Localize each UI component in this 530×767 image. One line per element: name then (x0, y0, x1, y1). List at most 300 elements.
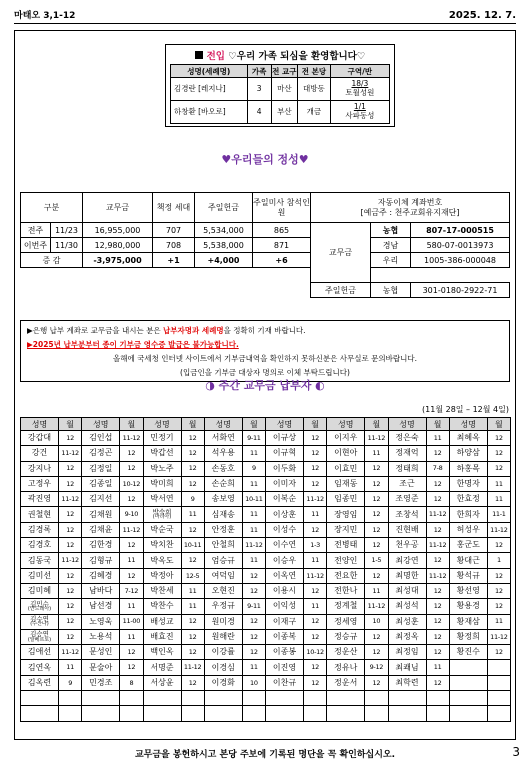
donor-name: 최성훈 (388, 614, 426, 629)
table-row (21, 461, 511, 476)
table-row (21, 583, 511, 598)
donor-name: 박숙희 (마리아) (143, 507, 181, 522)
donor-name: 여덕임 (204, 568, 242, 583)
col-header-name: 성명 (449, 418, 487, 431)
donor-months: 11 (365, 583, 388, 598)
donor-name: 최성대 (388, 583, 426, 598)
donor-name (82, 706, 120, 721)
table-row (21, 706, 511, 721)
table-row: 증 감 -3,975,000 +1 +4,000 +6 우리 1005-386-000048 (21, 253, 510, 268)
donor-name: 정계철 (327, 599, 365, 614)
donor-name (21, 706, 59, 721)
donor-name: 서상윤 (143, 675, 181, 690)
col-header-month: 월 (120, 418, 143, 431)
donor-name: 황진수 (449, 645, 487, 660)
donor-months: 12 (181, 675, 204, 690)
donor-name: 강지나 (21, 461, 59, 476)
donor-months: 12 (426, 476, 449, 491)
gospel-reference: 마태오 3,1-12 (14, 11, 76, 21)
donor-name: 배성교 (143, 614, 181, 629)
donor-name: 이진영 (266, 660, 304, 675)
donor-months (487, 675, 510, 690)
page-header (14, 6, 516, 24)
donor-months: 11-12 (426, 507, 449, 522)
donor-name: 정승규 (327, 629, 365, 644)
donor-months: 12 (59, 431, 82, 446)
donor-name: 박순국 (143, 522, 181, 537)
donor-name: 장영임 (327, 507, 365, 522)
donor-months: 12 (365, 522, 388, 537)
donor-months: 11 (426, 431, 449, 446)
donor-name: 김승연 (알베르토) (21, 629, 59, 644)
donor-name (449, 660, 487, 675)
donor-name: 황석규 (449, 568, 487, 583)
donor-name: 장지민 (327, 522, 365, 537)
donor-months: 12 (120, 461, 143, 476)
donor-name: 박미희 (143, 476, 181, 491)
col-header-month: 월 (426, 418, 449, 431)
donor-name: 조영준 (388, 492, 426, 507)
donor-months: 11 (426, 660, 449, 675)
donor-months: 12 (181, 461, 204, 476)
donor-months: 12 (426, 553, 449, 568)
donor-months: 12 (487, 446, 510, 461)
donor-name: 이지우 (327, 431, 365, 446)
donor-name (204, 706, 242, 721)
donor-months: 11 (59, 660, 82, 675)
donor-months: 12 (181, 431, 204, 446)
donor-months: 7-12 (120, 583, 143, 598)
donor-name: 조창석 (388, 507, 426, 522)
donor-name: 전양인 (327, 553, 365, 568)
donor-months: 12 (59, 538, 82, 553)
table-row (21, 675, 511, 690)
donor-months (304, 706, 327, 721)
donor-name: 김채윤 (82, 522, 120, 537)
donor-name (388, 706, 426, 721)
donor-months (304, 691, 327, 706)
donor-months: 11-12 (59, 446, 82, 461)
donor-name: 김정곤 (82, 446, 120, 461)
donor-months: 11 (181, 599, 204, 614)
donor-name: 김동국 (21, 553, 59, 568)
baptismal-name: (마리아) (152, 514, 172, 521)
donor-months: 1 (487, 553, 510, 568)
donor-name: 석우용 (204, 446, 242, 461)
donor-months: 11 (242, 553, 265, 568)
table-row: 주일헌금 농협 301-0180-2922-71 (21, 283, 510, 298)
col-header-month: 월 (304, 418, 327, 431)
donor-months: 12 (365, 476, 388, 491)
col-header: 성명(세례명) (171, 65, 248, 78)
donor-months (365, 691, 388, 706)
table-row (21, 553, 511, 568)
donor-name: 박찬세 (143, 583, 181, 598)
donor-name: 이경심 (204, 660, 242, 675)
donor-name: 이강률 (204, 645, 242, 660)
table-row (21, 629, 511, 644)
donor-months: 12 (242, 568, 265, 583)
donor-months: 11-1 (487, 507, 510, 522)
donor-name: 박갑선 (143, 446, 181, 461)
donor-months: 11-12 (304, 492, 327, 507)
donor-name: 이성수 (266, 522, 304, 537)
donor-name: 김인섭 (82, 431, 120, 446)
donor-name: 이경화 (204, 675, 242, 690)
donor-months: 12 (426, 583, 449, 598)
donor-months: 11 (487, 614, 510, 629)
donor-months: 12 (59, 599, 82, 614)
donor-months: 12 (487, 599, 510, 614)
donor-months: 11-12 (426, 538, 449, 553)
donor-name: 김형규 (82, 553, 120, 568)
donor-months: 9-12 (365, 660, 388, 675)
donor-months: 12 (487, 568, 510, 583)
donor-months: 12 (487, 431, 510, 446)
donor-name: 김미혜 (21, 583, 59, 598)
donor-name: 손동호 (204, 461, 242, 476)
donor-name: 권철현 (21, 507, 59, 522)
donor-name: 박찬수 (143, 599, 181, 614)
donor-name: 박노주 (143, 461, 181, 476)
donor-months: 12 (365, 461, 388, 476)
donor-months: 7-8 (426, 461, 449, 476)
donor-months: 12 (59, 476, 82, 491)
donor-name: 정유나 (327, 660, 365, 675)
donor-name: 배효진 (143, 629, 181, 644)
col-header-name: 성명 (204, 418, 242, 431)
donor-months: 12 (59, 568, 82, 583)
donor-months: 12 (59, 461, 82, 476)
donor-name: 민경조 (82, 675, 120, 690)
donor-name: 이용시 (266, 583, 304, 598)
donor-name: 정재억 (388, 446, 426, 461)
table-row: 전주 11/23 16,955,000 707 5,534,000 865 교무금 농협 807-17-000515 (21, 223, 510, 238)
donor-months: 11 (120, 629, 143, 644)
donor-name (327, 691, 365, 706)
donor-months: 12-5 (181, 568, 204, 583)
donor-name: 이찬규 (266, 675, 304, 690)
donor-months: 12 (304, 629, 327, 644)
donor-name: 천우공 (388, 538, 426, 553)
donor-name: 황정희 (449, 629, 487, 644)
donor-name: 김미선 (21, 568, 59, 583)
donor-name: 정세영 (327, 614, 365, 629)
donor-name: 박옥도 (143, 553, 181, 568)
donor-name: 박서연 (143, 492, 181, 507)
donor-name: 문술아 (82, 660, 120, 675)
donor-name: 백인옥 (143, 645, 181, 660)
donor-months: 11 (487, 476, 510, 491)
donor-name: 김한경 (82, 538, 120, 553)
donor-name: 이상훈 (266, 507, 304, 522)
donor-name: 이규상 (266, 431, 304, 446)
table-row (21, 691, 511, 706)
col-header: 전 교구 (272, 66, 297, 76)
donor-name: 전한나 (327, 583, 365, 598)
donor-months: 12 (181, 476, 204, 491)
donor-name: 진현배 (388, 522, 426, 537)
donor-name: 곽진영 (21, 492, 59, 507)
donor-name: 김종일 (82, 476, 120, 491)
donor-months: 12 (59, 522, 82, 537)
donor-name: 최명한 (388, 568, 426, 583)
donor-months: 11-12 (365, 599, 388, 614)
donor-months (426, 691, 449, 706)
donor-months: 12 (120, 568, 143, 583)
donor-months: 11 (242, 660, 265, 675)
col-header: 구분 (21, 193, 83, 223)
donor-name: 임종민 (327, 492, 365, 507)
donor-name: 손순희 (204, 476, 242, 491)
col-header: 가족 (247, 65, 271, 78)
donor-months (242, 691, 265, 706)
finance-table (20, 192, 510, 298)
donor-name: 남선경 (82, 599, 120, 614)
page-number: 3 (512, 745, 520, 759)
donor-months: 11-12 (59, 553, 82, 568)
table-row (21, 614, 511, 629)
col-header-month: 월 (365, 418, 388, 431)
col-header: 자동이체 계좌번호 [예금주 : 천주교회유지재단] (311, 193, 510, 223)
donor-name (327, 706, 365, 721)
donor-months: 11 (365, 446, 388, 461)
donor-months: 12 (365, 507, 388, 522)
donor-months (426, 706, 449, 721)
donor-name (143, 691, 181, 706)
donor-months: 11 (487, 492, 510, 507)
donor-months: 11-12 (304, 568, 327, 583)
donor-name: 김민수 (안드레아) (21, 599, 59, 614)
donor-name: 강건 (21, 446, 59, 461)
donor-name: 박정아 (143, 568, 181, 583)
donor-months: 12 (181, 614, 204, 629)
donor-months: 12 (487, 583, 510, 598)
notice-box (20, 320, 510, 382)
donor-name: 김수연 (수산나) (21, 614, 59, 629)
newcomers-box (165, 44, 395, 127)
notice-warning: ▶2025년 납부분부터 종이 기부금 영수증 발급은 불가능합니다. (27, 340, 239, 349)
donor-months (242, 706, 265, 721)
bulletin-date: 2025. 12. 7. (448, 10, 516, 21)
donor-name: 김지선 (82, 492, 120, 507)
donor-months: 12 (120, 492, 143, 507)
baptismal-name: (수산나) (30, 621, 49, 628)
donor-months: 12 (242, 629, 265, 644)
donor-name: 최혜옥 (449, 431, 487, 446)
donor-months: 12 (365, 645, 388, 660)
donor-months: 11 (120, 599, 143, 614)
donor-months: 12 (120, 446, 143, 461)
baptismal-name: (알베르토) (27, 636, 52, 643)
donor-months: 12 (304, 431, 327, 446)
donor-months: 12 (59, 507, 82, 522)
donor-months: 12 (304, 461, 327, 476)
donor-name: 우정규 (204, 599, 242, 614)
donor-name: 이두화 (266, 461, 304, 476)
donor-months: 11 (304, 553, 327, 568)
table-row: 이번주 11/30 12,980,000 708 5,538,000 871 경남 580-07-0013973 (21, 238, 510, 253)
donor-months: 1-5 (365, 553, 388, 568)
newcomers-table (170, 64, 390, 124)
donor-name: 전병태 (327, 538, 365, 553)
donor-months: 11 (120, 553, 143, 568)
donor-name: 이익성 (266, 599, 304, 614)
donor-table (20, 417, 511, 722)
donor-months: 12 (304, 446, 327, 461)
donor-months: 12 (426, 446, 449, 461)
donor-name: 이재구 (266, 614, 304, 629)
donor-months (487, 706, 510, 721)
donor-name: 정태희 (388, 461, 426, 476)
donor-months (487, 691, 510, 706)
table-row (21, 476, 511, 491)
donor-name: 노용석 (82, 629, 120, 644)
donor-months: 12 (181, 553, 204, 568)
donor-months: 12 (426, 675, 449, 690)
donor-months: 11 (181, 507, 204, 522)
donor-name: 최성석 (388, 599, 426, 614)
donor-name: 이현아 (327, 446, 365, 461)
donor-months: 12 (181, 446, 204, 461)
col-header-month: 월 (487, 418, 510, 431)
donor-months: 12 (426, 614, 449, 629)
donor-months: 12 (365, 492, 388, 507)
donor-months: 12 (181, 645, 204, 660)
donor-name: 안철희 (204, 538, 242, 553)
donor-months: 11-12 (120, 431, 143, 446)
donor-months: 9 (59, 675, 82, 690)
donor-name: 이승우 (266, 553, 304, 568)
donor-name: 정은숙 (388, 431, 426, 446)
donor-name (21, 691, 59, 706)
col-header: 책정 세대 (153, 193, 195, 223)
donor-months: 12 (304, 583, 327, 598)
donor-name (204, 691, 242, 706)
donor-months: 12 (59, 629, 82, 644)
col-header-name: 성명 (327, 418, 365, 431)
donor-months: 12 (487, 461, 510, 476)
donor-name: 송보영 (204, 492, 242, 507)
donor-name: 최강연 (388, 553, 426, 568)
donor-name: 이규혁 (266, 446, 304, 461)
donor-name: 안정훈 (204, 522, 242, 537)
donor-name: 박치찬 (143, 538, 181, 553)
col-header-month: 월 (242, 418, 265, 431)
donor-name: 황선영 (449, 583, 487, 598)
donor-name: 이옥연 (266, 568, 304, 583)
donor-name: 김옥련 (21, 675, 59, 690)
donor-months: 10-11 (242, 492, 265, 507)
donor-months: 12 (365, 568, 388, 583)
donor-months: 12 (304, 614, 327, 629)
donor-months: 12 (487, 538, 510, 553)
col-header-name: 성명 (82, 418, 120, 431)
donor-months: 12 (304, 675, 327, 690)
donor-months: 11 (242, 522, 265, 537)
donor-months: 12 (242, 645, 265, 660)
donor-months: 9-10 (120, 507, 143, 522)
welcome-text: ♡우리 가족 되심을 환영합니다♡ (228, 51, 366, 62)
donor-name: 민정기 (143, 431, 181, 446)
donor-months (365, 706, 388, 721)
donor-months: 10 (242, 675, 265, 690)
table-row (21, 446, 511, 461)
col-header: 주일헌금 (195, 193, 253, 223)
col-header: 교무금 (83, 193, 153, 223)
donor-months: 10 (365, 614, 388, 629)
donor-name: 이복순 (266, 492, 304, 507)
donor-months (59, 706, 82, 721)
donor-months: 1-3 (304, 538, 327, 553)
donor-months: 12 (365, 538, 388, 553)
donor-name: 김혜경 (82, 568, 120, 583)
donor-months (59, 691, 82, 706)
donor-months: 11-12 (59, 645, 82, 660)
donor-months: 12 (181, 629, 204, 644)
donor-name: 황용경 (449, 599, 487, 614)
donor-months: 12 (120, 660, 143, 675)
newcomers-label: 전입 (206, 51, 225, 62)
donor-name: 최정옥 (388, 629, 426, 644)
col-header-name: 성명 (388, 418, 426, 431)
donor-months (120, 706, 143, 721)
donor-name (449, 691, 487, 706)
donor-months: 12 (365, 675, 388, 690)
table-row (21, 599, 511, 614)
donor-months: 12 (242, 614, 265, 629)
donor-name (449, 706, 487, 721)
donor-months: 11-12 (426, 568, 449, 583)
table-row (21, 645, 511, 660)
donor-months: 11 (304, 507, 327, 522)
col-header-month: 월 (59, 418, 82, 431)
donor-months: 12 (426, 492, 449, 507)
donor-months (120, 691, 143, 706)
page-frame (14, 30, 516, 740)
donor-months: 9-11 (242, 431, 265, 446)
donor-name: 홍군도 (449, 538, 487, 553)
newcomers-title (170, 48, 390, 62)
donor-name: 이종복 (266, 629, 304, 644)
col-header-name: 성명 (143, 418, 181, 431)
donor-months: 12 (426, 522, 449, 537)
donor-months: 8 (120, 675, 143, 690)
donor-name (449, 675, 487, 690)
donor-name: 조근 (388, 476, 426, 491)
footer-note: 교무금을 봉헌하시고 본당 주보에 기록된 명단을 꼭 확인하십시오. (134, 750, 396, 760)
donor-name: 한희자 (449, 507, 487, 522)
donor-name: 심재송 (204, 507, 242, 522)
donor-months (487, 660, 510, 675)
baptismal-name: (안드레아) (27, 606, 52, 613)
donor-name: 강갑대 (21, 431, 59, 446)
donor-name: 한효정 (449, 492, 487, 507)
donor-months: 11-12 (487, 522, 510, 537)
donor-months: 11 (304, 599, 327, 614)
table-row (21, 268, 510, 283)
donor-name (388, 691, 426, 706)
donor-months: 11-12 (242, 538, 265, 553)
donor-months: 11 (242, 507, 265, 522)
donor-name: 김채원 (82, 507, 120, 522)
donor-name: 이종봉 (266, 645, 304, 660)
devotion-title: ♥우리들의 정성♥ (221, 153, 309, 166)
donor-name (82, 691, 120, 706)
donor-name: 김애선 (21, 645, 59, 660)
donor-months: 11-12 (120, 522, 143, 537)
donor-name: 남바다 (82, 583, 120, 598)
